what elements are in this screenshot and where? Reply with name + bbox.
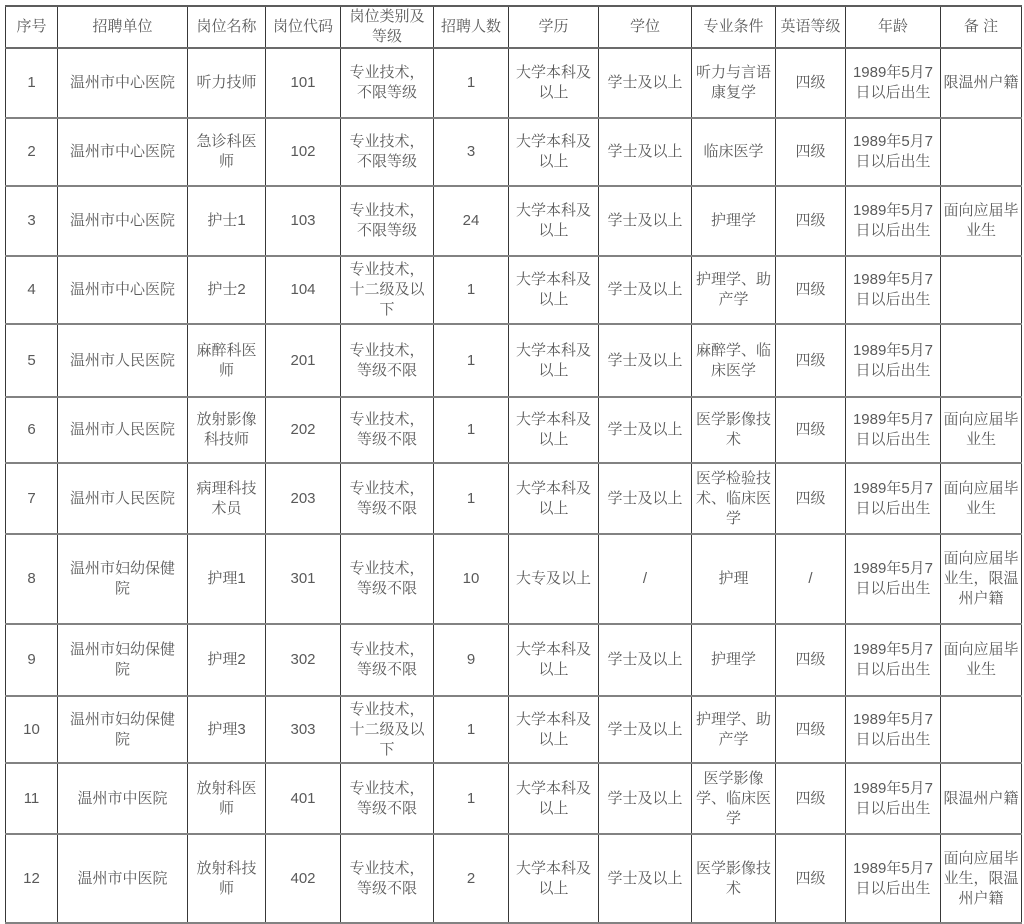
- table-cell-unit: 温州市人民医院: [58, 397, 188, 463]
- table-cell-code: 201: [266, 324, 341, 397]
- column-header-major: 专业条件: [692, 6, 776, 48]
- table-row: [6, 624, 1022, 696]
- table-cell-count: 1: [434, 324, 509, 397]
- recruitment-table: [5, 5, 1022, 924]
- table-cell-english: 四级: [776, 463, 846, 534]
- table-cell-unit: 温州市中心医院: [58, 48, 188, 118]
- table-cell-remark: 限温州户籍: [941, 763, 1022, 834]
- table-cell-unit: 温州市妇幼保健院: [58, 624, 188, 696]
- table-cell-english: 四级: [776, 624, 846, 696]
- table-cell-education: 大学本科及以上: [509, 118, 599, 186]
- table-cell-education: 大学本科及以上: [509, 696, 599, 763]
- column-header-english: 英语等级: [776, 6, 846, 48]
- table-cell-category: 专业技术，等级不限: [341, 534, 434, 624]
- table-cell-degree: 学士及以上: [599, 696, 692, 763]
- table-cell-english: 四级: [776, 696, 846, 763]
- table-cell-english: 四级: [776, 118, 846, 186]
- table-cell-age: 1989年5月7日以后出生: [846, 696, 941, 763]
- table-cell-category: 专业技术，十二级及以下: [341, 696, 434, 763]
- table-cell-position: 护理1: [188, 534, 266, 624]
- table-cell-age: 1989年5月7日以后出生: [846, 118, 941, 186]
- table-cell-english: 四级: [776, 186, 846, 256]
- table-row: [6, 118, 1022, 186]
- table-cell-degree: /: [599, 534, 692, 624]
- table-cell-degree: 学士及以上: [599, 624, 692, 696]
- table-row: [6, 256, 1022, 324]
- table-cell-english: 四级: [776, 397, 846, 463]
- table-cell-age: 1989年5月7日以后出生: [846, 534, 941, 624]
- table-cell-code: 101: [266, 48, 341, 118]
- table-cell-category: 专业技术，等级不限: [341, 463, 434, 534]
- column-header-unit: 招聘单位: [58, 6, 188, 48]
- table-cell-unit: 温州市人民医院: [58, 463, 188, 534]
- table-cell-code: 103: [266, 186, 341, 256]
- table-cell-unit: 温州市中医院: [58, 763, 188, 834]
- table-cell-degree: 学士及以上: [599, 256, 692, 324]
- column-header-position: 岗位名称: [188, 6, 266, 48]
- table-cell-category: 专业技术，等级不限: [341, 324, 434, 397]
- column-header-code: 岗位代码: [266, 6, 341, 48]
- table-cell-major: 护理学: [692, 624, 776, 696]
- table-cell-code: 303: [266, 696, 341, 763]
- table-cell-education: 大学本科及以上: [509, 624, 599, 696]
- table-cell-position: 听力技师: [188, 48, 266, 118]
- table-cell-age: 1989年5月7日以后出生: [846, 256, 941, 324]
- column-header-degree: 学位: [599, 6, 692, 48]
- table-cell-position: 放射影像科技师: [188, 397, 266, 463]
- table-cell-english: 四级: [776, 256, 846, 324]
- table-cell-code: 104: [266, 256, 341, 324]
- table-cell-education: 大学本科及以上: [509, 324, 599, 397]
- table-cell-position: 放射科医师: [188, 763, 266, 834]
- table-cell-education: 大学本科及以上: [509, 48, 599, 118]
- column-header-category: 岗位类别及等级: [341, 6, 434, 48]
- table-cell-category: 专业技术，等级不限: [341, 834, 434, 923]
- table-cell-position: 放射科技师: [188, 834, 266, 923]
- table-cell-seq: 1: [6, 48, 58, 118]
- table-cell-count: 1: [434, 463, 509, 534]
- table-cell-seq: 2: [6, 118, 58, 186]
- table-row: [6, 696, 1022, 763]
- table-cell-age: 1989年5月7日以后出生: [846, 397, 941, 463]
- table-cell-age: 1989年5月7日以后出生: [846, 624, 941, 696]
- table-row: [6, 324, 1022, 397]
- table-row: [6, 834, 1022, 923]
- table-cell-remark: [941, 696, 1022, 763]
- column-header-count: 招聘人数: [434, 6, 509, 48]
- table-cell-code: 102: [266, 118, 341, 186]
- table-cell-code: 401: [266, 763, 341, 834]
- column-header-age: 年龄: [846, 6, 941, 48]
- table-cell-count: 1: [434, 397, 509, 463]
- table-cell-major: 护理: [692, 534, 776, 624]
- table-cell-degree: 学士及以上: [599, 118, 692, 186]
- table-cell-position: 护士2: [188, 256, 266, 324]
- table-cell-education: 大学本科及以上: [509, 834, 599, 923]
- table-cell-seq: 8: [6, 534, 58, 624]
- table-cell-degree: 学士及以上: [599, 834, 692, 923]
- table-cell-major: 医学影像技术: [692, 397, 776, 463]
- table-cell-seq: 12: [6, 834, 58, 923]
- table-cell-category: 专业技术，不限等级: [341, 118, 434, 186]
- table-header-row: [6, 6, 1022, 48]
- table-cell-age: 1989年5月7日以后出生: [846, 324, 941, 397]
- table-cell-count: 1: [434, 763, 509, 834]
- table-cell-category: 专业技术，等级不限: [341, 397, 434, 463]
- table-cell-category: 专业技术，等级不限: [341, 763, 434, 834]
- table-cell-seq: 6: [6, 397, 58, 463]
- table-cell-position: 护理2: [188, 624, 266, 696]
- table-cell-degree: 学士及以上: [599, 324, 692, 397]
- table-cell-remark: 面向应届毕业生: [941, 186, 1022, 256]
- table-cell-major: 护理学、助产学: [692, 696, 776, 763]
- table-cell-major: 医学影像技术: [692, 834, 776, 923]
- table-cell-english: 四级: [776, 834, 846, 923]
- table-cell-education: 大学本科及以上: [509, 463, 599, 534]
- table-cell-degree: 学士及以上: [599, 763, 692, 834]
- table-row: [6, 48, 1022, 118]
- table-cell-age: 1989年5月7日以后出生: [846, 763, 941, 834]
- table-cell-category: 专业技术，不限等级: [341, 48, 434, 118]
- table-cell-unit: 温州市中心医院: [58, 118, 188, 186]
- table-row: [6, 397, 1022, 463]
- table-cell-category: 专业技术，不限等级: [341, 186, 434, 256]
- table-cell-major: 护理学、助产学: [692, 256, 776, 324]
- table-row: [6, 534, 1022, 624]
- table-cell-count: 10: [434, 534, 509, 624]
- table-cell-seq: 4: [6, 256, 58, 324]
- table-cell-age: 1989年5月7日以后出生: [846, 834, 941, 923]
- table-cell-unit: 温州市妇幼保健院: [58, 534, 188, 624]
- table-cell-education: 大学本科及以上: [509, 397, 599, 463]
- table-cell-major: 临床医学: [692, 118, 776, 186]
- table-cell-seq: 9: [6, 624, 58, 696]
- table-row: [6, 186, 1022, 256]
- table-cell-remark: [941, 324, 1022, 397]
- table-cell-age: 1989年5月7日以后出生: [846, 48, 941, 118]
- table-cell-english: /: [776, 534, 846, 624]
- column-header-seq: 序号: [6, 6, 58, 48]
- table-cell-remark: [941, 256, 1022, 324]
- column-header-remark: 备 注: [941, 6, 1022, 48]
- table-cell-code: 302: [266, 624, 341, 696]
- table-cell-unit: 温州市妇幼保健院: [58, 696, 188, 763]
- table-cell-education: 大学本科及以上: [509, 763, 599, 834]
- table-cell-unit: 温州市中医院: [58, 834, 188, 923]
- table-cell-code: 203: [266, 463, 341, 534]
- table-cell-education: 大学本科及以上: [509, 186, 599, 256]
- table-cell-position: 护士1: [188, 186, 266, 256]
- table-cell-age: 1989年5月7日以后出生: [846, 463, 941, 534]
- table-cell-remark: 面向应届毕业生: [941, 624, 1022, 696]
- table-cell-seq: 5: [6, 324, 58, 397]
- table-cell-count: 2: [434, 834, 509, 923]
- table-cell-position: 护理3: [188, 696, 266, 763]
- table-cell-english: 四级: [776, 48, 846, 118]
- table-cell-code: 301: [266, 534, 341, 624]
- table-cell-remark: 面向应届毕业生: [941, 463, 1022, 534]
- table-cell-seq: 7: [6, 463, 58, 534]
- table-row: [6, 463, 1022, 534]
- table-cell-category: 专业技术，十二级及以下: [341, 256, 434, 324]
- table-cell-seq: 10: [6, 696, 58, 763]
- table-cell-count: 1: [434, 696, 509, 763]
- table-cell-remark: 限温州户籍: [941, 48, 1022, 118]
- table-cell-count: 1: [434, 48, 509, 118]
- table-cell-major: 护理学: [692, 186, 776, 256]
- table-cell-count: 9: [434, 624, 509, 696]
- table-cell-count: 3: [434, 118, 509, 186]
- table-cell-position: 急诊科医师: [188, 118, 266, 186]
- table-cell-major: 麻醉学、临床医学: [692, 324, 776, 397]
- table-cell-english: 四级: [776, 763, 846, 834]
- table-cell-position: 病理科技术员: [188, 463, 266, 534]
- table-cell-education: 大专及以上: [509, 534, 599, 624]
- table-cell-unit: 温州市中心医院: [58, 186, 188, 256]
- table-cell-remark: [941, 118, 1022, 186]
- table-cell-count: 1: [434, 256, 509, 324]
- table-cell-remark: 面向应届毕业生，限温州户籍: [941, 834, 1022, 923]
- table-cell-degree: 学士及以上: [599, 463, 692, 534]
- table-cell-unit: 温州市人民医院: [58, 324, 188, 397]
- table-cell-degree: 学士及以上: [599, 48, 692, 118]
- table-cell-major: 听力与言语康复学: [692, 48, 776, 118]
- table-cell-seq: 3: [6, 186, 58, 256]
- table-cell-english: 四级: [776, 324, 846, 397]
- table-cell-position: 麻醉科医师: [188, 324, 266, 397]
- table-cell-major: 医学检验技术、临床医学: [692, 463, 776, 534]
- table-row: [6, 763, 1022, 834]
- table-cell-degree: 学士及以上: [599, 186, 692, 256]
- table-cell-major: 医学影像学、临床医学: [692, 763, 776, 834]
- table-cell-degree: 学士及以上: [599, 397, 692, 463]
- table-cell-remark: 面向应届毕业生: [941, 397, 1022, 463]
- table-cell-count: 24: [434, 186, 509, 256]
- table-cell-unit: 温州市中心医院: [58, 256, 188, 324]
- table-cell-seq: 11: [6, 763, 58, 834]
- table-cell-code: 202: [266, 397, 341, 463]
- table-cell-category: 专业技术，等级不限: [341, 624, 434, 696]
- table-cell-remark: 面向应届毕业生，限温州户籍: [941, 534, 1022, 624]
- column-header-education: 学历: [509, 6, 599, 48]
- table-cell-education: 大学本科及以上: [509, 256, 599, 324]
- table-cell-code: 402: [266, 834, 341, 923]
- table-cell-age: 1989年5月7日以后出生: [846, 186, 941, 256]
